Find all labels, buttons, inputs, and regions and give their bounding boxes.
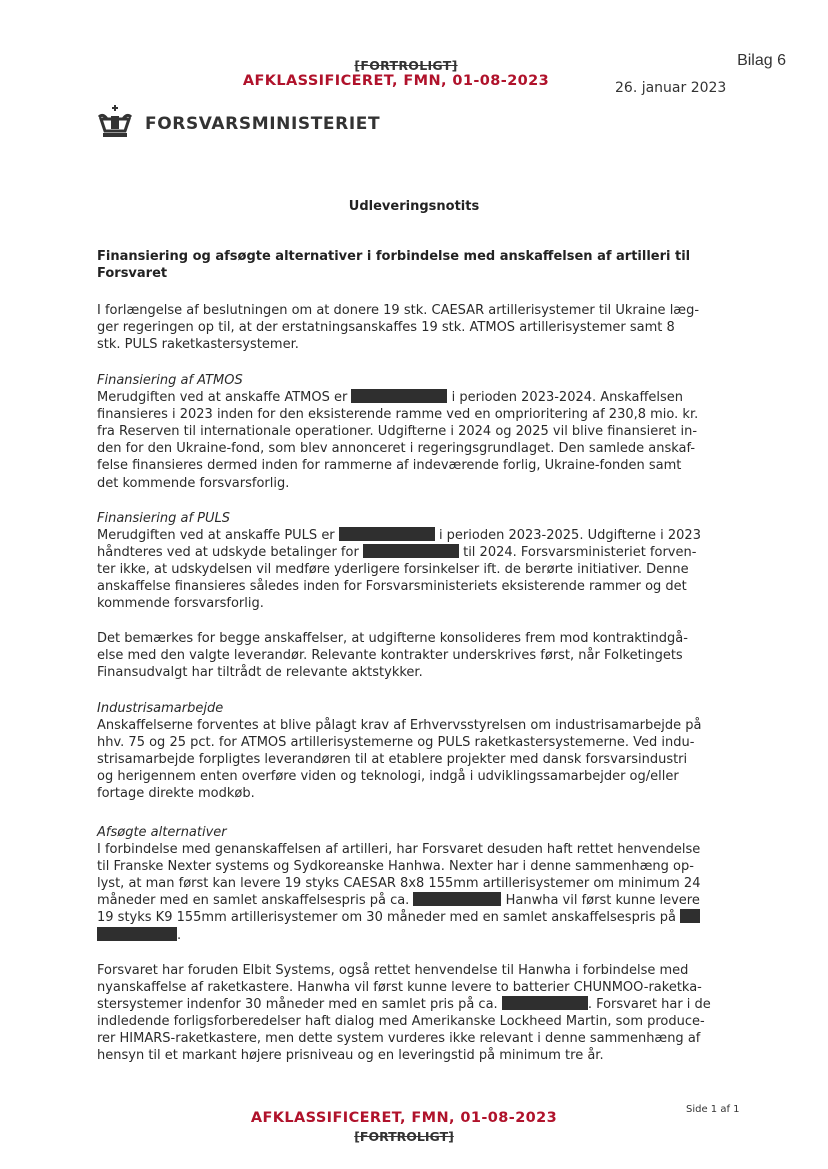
text-line: fortage direkte modkøb. xyxy=(97,786,255,802)
text-line: Finansudvalgt har tiltrådt de relevante aktstykker. xyxy=(97,665,423,681)
annex-label: Bilag 6 xyxy=(737,52,786,69)
text-line xyxy=(97,909,737,926)
text-line: indledende forligsforberedelser haft dialog med Amerikanske Lockheed Martin, som produce- xyxy=(97,1014,705,1030)
intro-paragraph xyxy=(97,302,737,353)
heading-line: Forsvaret xyxy=(97,266,168,281)
text-line: stk. PULS raketkastersystemer. xyxy=(97,337,299,353)
text-line: ger regeringen op til, at der erstatningsanskaffes 19 stk. ATMOS artillerisystemer samt 8 xyxy=(97,320,675,336)
declassification-stamp-header: AFKLASSIFICERET, FMN, 01-08-2023 xyxy=(242,73,550,89)
text-line: strisamarbejde forpligtes leverandøren til at etablere projekter med dansk forsvarsindustri xyxy=(97,752,688,768)
text-fragment: stersystemer indenfor 30 måneder med en samlet pris på ca. xyxy=(97,997,498,1013)
text-line: lyst, at man først kan levere 19 styks CAESAR 8x8 155mm artillerisystemer om minimum 24 xyxy=(97,876,701,892)
elbit-section xyxy=(97,962,737,1065)
page-number: Side 1 af 1 xyxy=(686,1104,740,1115)
text-line: kommende forsvarsforlig. xyxy=(97,596,264,612)
heading-line: Finansiering og afsøgte alternativer i forbindelse med anskaffelsen af artilleri til xyxy=(97,249,691,264)
redaction-block xyxy=(97,927,177,941)
text-line: hhv. 75 og 25 pct. for ATMOS artillerisystemerne og PULS raketkastersystemerne. Ved indu- xyxy=(97,735,695,751)
text-line: else med den valgte leverandør. Relevante kontrakter underskrives først, når Folketingets xyxy=(97,648,683,664)
section-subtitle: Afsøgte alternativer xyxy=(97,825,227,840)
text-line: den for den Ukraine-fond, som blev annonceret i regeringsgrundlaget. Den samlede anskaf- xyxy=(97,441,696,457)
document-date: 26. januar 2023 xyxy=(615,80,727,96)
text-fragment: i perioden 2023-2025. Udgifterne i 2023 xyxy=(438,528,701,544)
alternatives-section xyxy=(97,824,737,944)
text-fragment: Merudgiften ved at anskaffe PULS er xyxy=(97,528,335,544)
note-paragraph xyxy=(97,630,737,681)
old-classification-footer: [FORTROLIGT] xyxy=(354,1129,454,1144)
text-line xyxy=(97,892,737,909)
text-line xyxy=(97,527,737,544)
text-fragment: 19 styks K9 155mm artillerisystemer om 30 måneder med en samlet anskaffelsespris på xyxy=(97,910,676,926)
text-fragment: måneder med en samlet anskaffelsespris på ca. xyxy=(97,893,410,909)
text-fragment: Hanwha vil først kunne levere xyxy=(505,893,700,909)
text-line: hensyn til et markant højere prisniveau og en leveringstid på minimum tre år. xyxy=(97,1048,604,1064)
text-line xyxy=(97,544,737,561)
redaction-block xyxy=(339,527,435,541)
text-fragment: Merudgiften ved at anskaffe ATMOS er xyxy=(97,390,348,406)
text-line: nyanskaffelse af raketkastere. Hanwha vil først kunne levere to batterier CHUNMOO-raketka- xyxy=(97,980,702,996)
crown-icon xyxy=(95,105,135,143)
text-line xyxy=(97,996,737,1013)
text-line: I forlængelse af beslutningen om at donere 19 stk. CAESAR artillerisystemer til Ukraine læg- xyxy=(97,303,700,318)
redaction-block xyxy=(413,892,501,906)
text-line xyxy=(97,927,737,944)
text-fragment: i perioden 2023-2024. Anskaffelsen xyxy=(451,390,684,406)
text-line: Det bemærkes for begge anskaffelser, at udgifterne konsolideres frem mod kontraktindgå- xyxy=(97,631,688,646)
text-line: det kommende forsvarsforlig. xyxy=(97,475,290,491)
text-fragment: . Forsvaret har i de xyxy=(587,997,711,1013)
section-subtitle: Industrisamarbejde xyxy=(97,701,224,716)
text-line: Anskaffelserne forventes at blive pålagt krav af Erhvervsstyrelsen om industrisamarbejde på xyxy=(97,718,702,734)
redaction-block xyxy=(363,544,459,558)
redaction-block xyxy=(351,389,447,403)
puls-section xyxy=(97,510,737,613)
text-line: anskaffelse finansieres således inden for Forsvarsministeriets eksisterende rammer og det xyxy=(97,579,687,595)
text-line: rer HIMARS-raketkastere, men dette system vurderes ikke relevant i denne sammenhæng af xyxy=(97,1031,701,1047)
text-line: felse finansieres dermed inden for rammerne af indeværende forlig, Ukraine-fonden samt xyxy=(97,458,682,474)
old-classification-header: [FORTROLIGT] xyxy=(354,58,458,73)
text-line xyxy=(97,389,737,406)
industry-section xyxy=(97,700,737,803)
redaction-block xyxy=(502,996,588,1010)
text-line: finansieres i 2023 inden for den eksisterende ramme ved en omprioritering af 230,8 mio. kr. xyxy=(97,407,699,423)
document-heading xyxy=(97,248,737,282)
ministry-logo xyxy=(95,105,380,143)
text-line: Forsvaret har foruden Elbit Systems, også rettet henvendelse til Hanwha i forbindelse med xyxy=(97,963,689,978)
declassification-stamp-footer: AFKLASSIFICERET, FMN, 01-08-2023 xyxy=(250,1110,558,1126)
text-line: I forbindelse med genanskaffelsen af artilleri, har Forsvaret desuden haft rettet henvendelse xyxy=(97,842,701,858)
text-fragment: håndteres ved at udskyde betalinger for xyxy=(97,545,359,561)
document-title: Udleveringsnotits xyxy=(348,199,480,214)
redaction-block xyxy=(680,909,700,923)
text-line: fra Reserven til internationale operationer. Udgifterne i 2024 og 2025 vil blive finansieret in- xyxy=(97,424,698,440)
ministry-name: FORSVARSMINISTERIET xyxy=(145,114,381,134)
text-fragment: . xyxy=(177,927,182,943)
atmos-section xyxy=(97,372,737,492)
text-line: til Franske Nexter systems og Sydkoreanske Hanhwa. Nexter har i denne sammenhæng op- xyxy=(97,859,694,875)
text-line: ter ikke, at udskydelsen vil medføre yderligere forsinkelser ift. de berørte initiativer. Denne xyxy=(97,562,689,578)
section-subtitle: Finansiering af ATMOS xyxy=(97,373,243,388)
section-subtitle: Finansiering af PULS xyxy=(97,511,231,526)
text-fragment: til 2024. Forsvarsministeriet forven- xyxy=(463,545,697,561)
text-line: og herigennem enten overføre viden og teknologi, indgå i udviklingssamarbejder og/eller xyxy=(97,769,679,785)
